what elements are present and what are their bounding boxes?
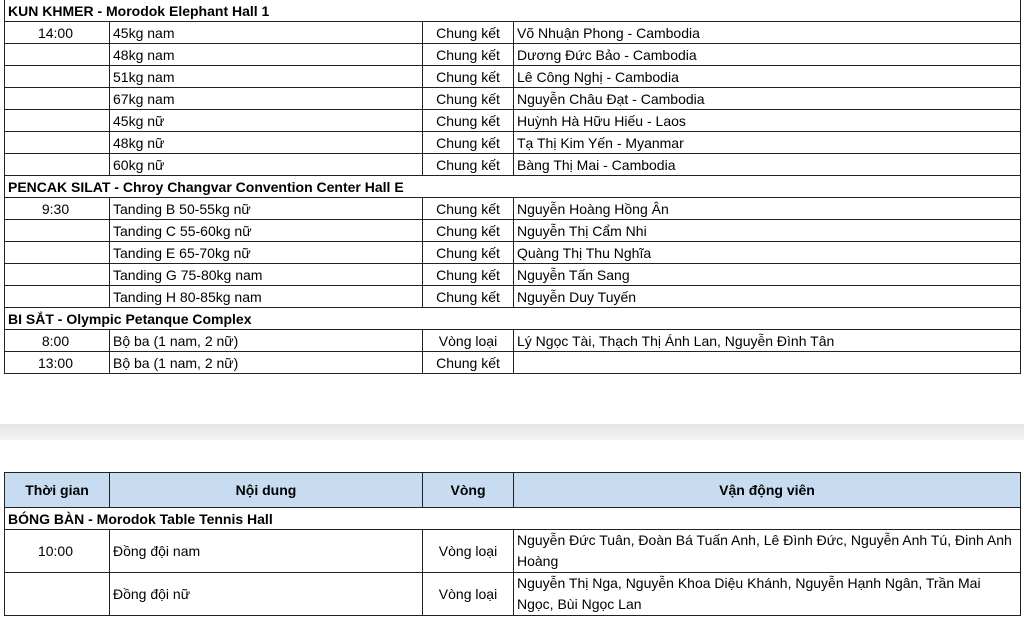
cell-event: 67kg nam (110, 88, 423, 110)
cell-time (5, 44, 110, 66)
section-row (5, 0, 1021, 22)
cell-event: 48kg nữ (110, 132, 423, 154)
table-row (5, 154, 1021, 176)
table-row (5, 286, 1021, 308)
cell-time (5, 573, 110, 616)
section-row (5, 176, 1021, 198)
cell-round: Chung kết (423, 88, 514, 110)
section-title: BÓNG BÀN - Morodok Table Tennis Hall (5, 508, 1021, 530)
cell-event: Đồng đội nữ (110, 573, 423, 616)
cell-time (5, 242, 110, 264)
cell-event: Tanding G 75-80kg nam (110, 264, 423, 286)
cell-athletes: Quàng Thị Thu Nghĩa (514, 242, 1021, 264)
cell-time (5, 88, 110, 110)
section-row (5, 508, 1021, 530)
section-row (5, 308, 1021, 330)
cell-time (5, 66, 110, 88)
cell-round: Chung kết (423, 44, 514, 66)
cell-round: Chung kết (423, 286, 514, 308)
cell-athletes: Bàng Thị Mai - Cambodia (514, 154, 1021, 176)
cell-event: Tanding H 80-85kg nam (110, 286, 423, 308)
table-row (5, 110, 1021, 132)
table-row (5, 198, 1021, 220)
cell-event: Tanding B 50-55kg nữ (110, 198, 423, 220)
cell-athletes: Nguyễn Tấn Sang (514, 264, 1021, 286)
cell-athletes: Nguyễn Thị Cẩm Nhi (514, 220, 1021, 242)
cell-event: Bộ ba (1 nam, 2 nữ) (110, 330, 423, 352)
table-row (5, 573, 1021, 616)
cell-athletes: Lý Ngọc Tài, Thạch Thị Ánh Lan, Nguyễn Đình Tân (514, 330, 1021, 352)
cell-round: Chung kết (423, 132, 514, 154)
page-gap-divider (0, 424, 1024, 440)
table-header-row (5, 473, 1021, 508)
table-row (5, 132, 1021, 154)
cell-athletes: Lê Công Nghị - Cambodia (514, 66, 1021, 88)
schedule-table-bottom (4, 472, 1021, 616)
cell-event: Tanding E 65-70kg nữ (110, 242, 423, 264)
cell-event: 45kg nữ (110, 110, 423, 132)
cell-round: Vòng loại (423, 573, 514, 616)
cell-athletes: Nguyễn Đức Tuân, Đoàn Bá Tuấn Anh, Lê Đình Đức, Nguyễn Anh Tú, Đinh Anh Hoàng (514, 530, 1021, 573)
cell-event: 60kg nữ (110, 154, 423, 176)
cell-time: 10:00 (5, 530, 110, 573)
table-row (5, 330, 1021, 352)
cell-event: Tanding C 55-60kg nữ (110, 220, 423, 242)
cell-event: 45kg nam (110, 22, 423, 44)
table-row (5, 242, 1021, 264)
cell-athletes: Nguyễn Duy Tuyến (514, 286, 1021, 308)
schedule-table-top (4, 0, 1021, 374)
cell-round: Chung kết (423, 22, 514, 44)
cell-round: Vòng loại (423, 530, 514, 573)
cell-event: 51kg nam (110, 66, 423, 88)
cell-time (5, 154, 110, 176)
cell-time: 14:00 (5, 22, 110, 44)
cell-round: Chung kết (423, 66, 514, 88)
cell-athletes: Huỳnh Hà Hữu Hiếu - Laos (514, 110, 1021, 132)
header-round: Vòng (423, 473, 514, 508)
cell-time: 9:30 (5, 198, 110, 220)
cell-time (5, 220, 110, 242)
section-title: BI SẮT - Olympic Petanque Complex (5, 308, 1021, 330)
cell-athletes (514, 352, 1021, 374)
cell-round: Chung kết (423, 220, 514, 242)
section-title: KUN KHMER - Morodok Elephant Hall 1 (5, 0, 1021, 22)
cell-round: Chung kết (423, 264, 514, 286)
cell-round: Chung kết (423, 154, 514, 176)
table-row (5, 530, 1021, 573)
cell-time: 8:00 (5, 330, 110, 352)
header-athletes: Vận động viên (514, 473, 1021, 508)
cell-time (5, 110, 110, 132)
cell-athletes: Võ Nhuận Phong - Cambodia (514, 22, 1021, 44)
section-title: PENCAK SILAT - Chroy Changvar Convention Center Hall E (5, 176, 1021, 198)
table-row (5, 88, 1021, 110)
header-event: Nội dung (110, 473, 423, 508)
cell-time: 13:00 (5, 352, 110, 374)
cell-round: Chung kết (423, 110, 514, 132)
table-row (5, 66, 1021, 88)
cell-athletes: Nguyễn Châu Đạt - Cambodia (514, 88, 1021, 110)
table-row (5, 352, 1021, 374)
cell-athletes: Tạ Thị Kim Yến - Myanmar (514, 132, 1021, 154)
table-row (5, 264, 1021, 286)
cell-time (5, 264, 110, 286)
cell-time (5, 132, 110, 154)
cell-event: Đồng đội nam (110, 530, 423, 573)
table-row (5, 22, 1021, 44)
cell-round: Chung kết (423, 198, 514, 220)
cell-round: Chung kết (423, 242, 514, 264)
table-row (5, 44, 1021, 66)
header-time: Thời gian (5, 473, 110, 508)
cell-athletes: Dương Đức Bảo - Cambodia (514, 44, 1021, 66)
cell-event: Bộ ba (1 nam, 2 nữ) (110, 352, 423, 374)
cell-athletes: Nguyễn Thị Nga, Nguyễn Khoa Diệu Khánh, Nguyễn Hạnh Ngân, Trần Mai Ngọc, Bùi Ngọc Lan (514, 573, 1021, 616)
cell-event: 48kg nam (110, 44, 423, 66)
cell-round: Vòng loại (423, 330, 514, 352)
cell-round: Chung kết (423, 352, 514, 374)
cell-athletes: Nguyễn Hoàng Hồng Ân (514, 198, 1021, 220)
table-row (5, 220, 1021, 242)
cell-time (5, 286, 110, 308)
